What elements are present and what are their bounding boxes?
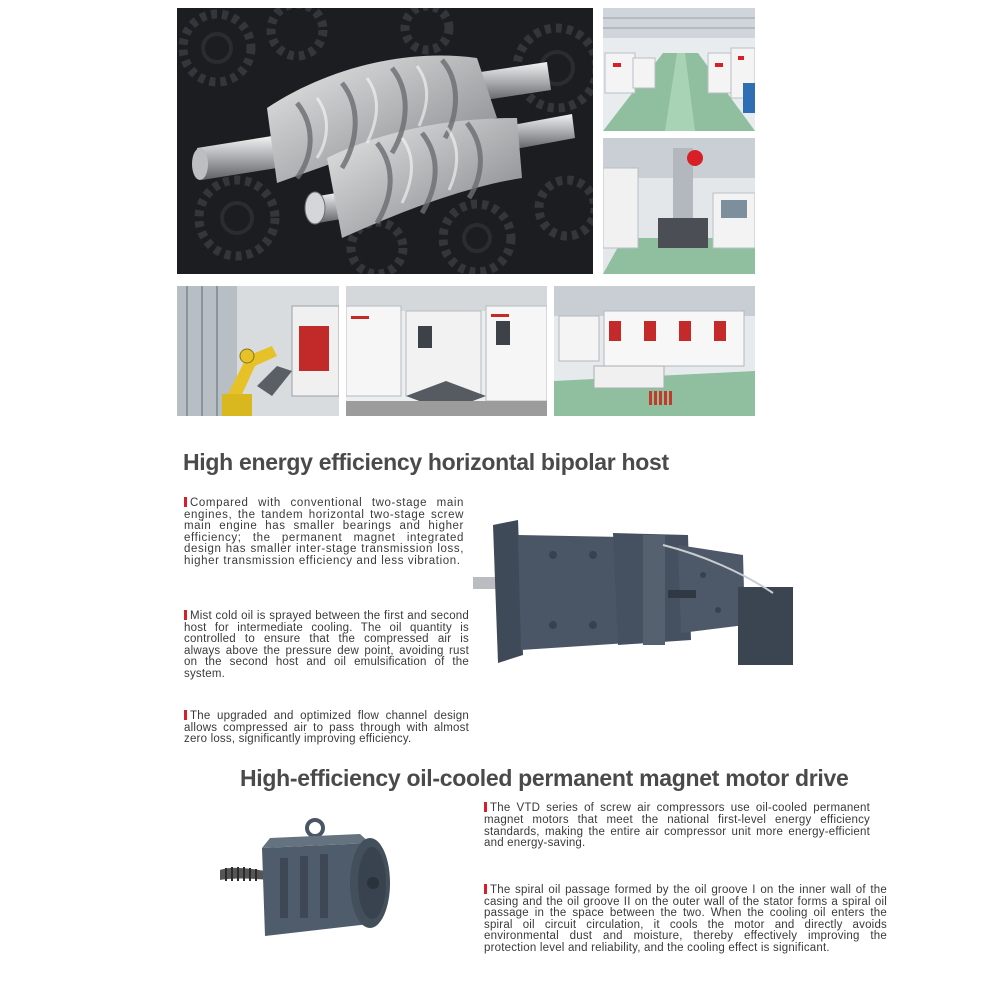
section2-title: High-efficiency oil-cooled permanent magnet motor drive — [240, 765, 849, 791]
section1-paragraph-1: Compared with conventional two-stage main engines, the tandem horizontal two-stage screw main engine has smaller bearings and higher efficiency; the permanent magnet integrated design has smaller inter-stage transmission loss, higher transmission efficiency and less vibration. — [184, 497, 464, 567]
factory-hall-photo — [603, 8, 755, 131]
bullet-marker-icon — [184, 610, 187, 620]
screw-rotor-photo — [177, 8, 593, 274]
bullet-marker-icon — [184, 497, 187, 507]
section1-paragraph-3: The upgraded and optimized flow channel design allows compressed air to pass through with almost zero loss, significantly improving efficiency. — [184, 710, 469, 746]
section2-paragraph-1: The VTD series of screw air compressors use oil-cooled permanent magnet motors that meet the national first-level energy efficiency standards, making the entire air compressor unit more energy-efficient and energy-saving. — [484, 802, 870, 850]
section2-paragraph-2: The spiral oil passage formed by the oil groove I on the inner wall of the casing and the oil groove II on the outer wall of the stator forms a spiral oil passage in the space between the two. When the cooling oil enters the spiral oil circuit circulation, it cools the motor and directly avoids environmental dust and moisture, thereby effectively improving the protection level and reliability, and the cooling effect is significant. — [484, 884, 887, 954]
cnc-machines-photo — [346, 286, 547, 416]
two-stage-host-image — [473, 515, 795, 667]
section1-title: High energy efficiency horizontal bipolar host — [183, 449, 669, 475]
section1-paragraph-2: Mist cold oil is sprayed between the first and second host for intermediate cooling. The oil quantity is controlled to ensure that the compressed air is always above the pressure dew point, avoiding rust on the second host and oil emulsification of the system. — [184, 610, 469, 680]
pm-motor-image — [220, 818, 392, 943]
bullet-marker-icon — [484, 802, 487, 812]
machining-station-photo — [603, 138, 755, 274]
bullet-marker-icon — [484, 884, 487, 894]
assembly-line-photo — [554, 286, 755, 416]
bullet-marker-icon — [184, 710, 187, 720]
robot-cell-photo — [177, 286, 339, 416]
